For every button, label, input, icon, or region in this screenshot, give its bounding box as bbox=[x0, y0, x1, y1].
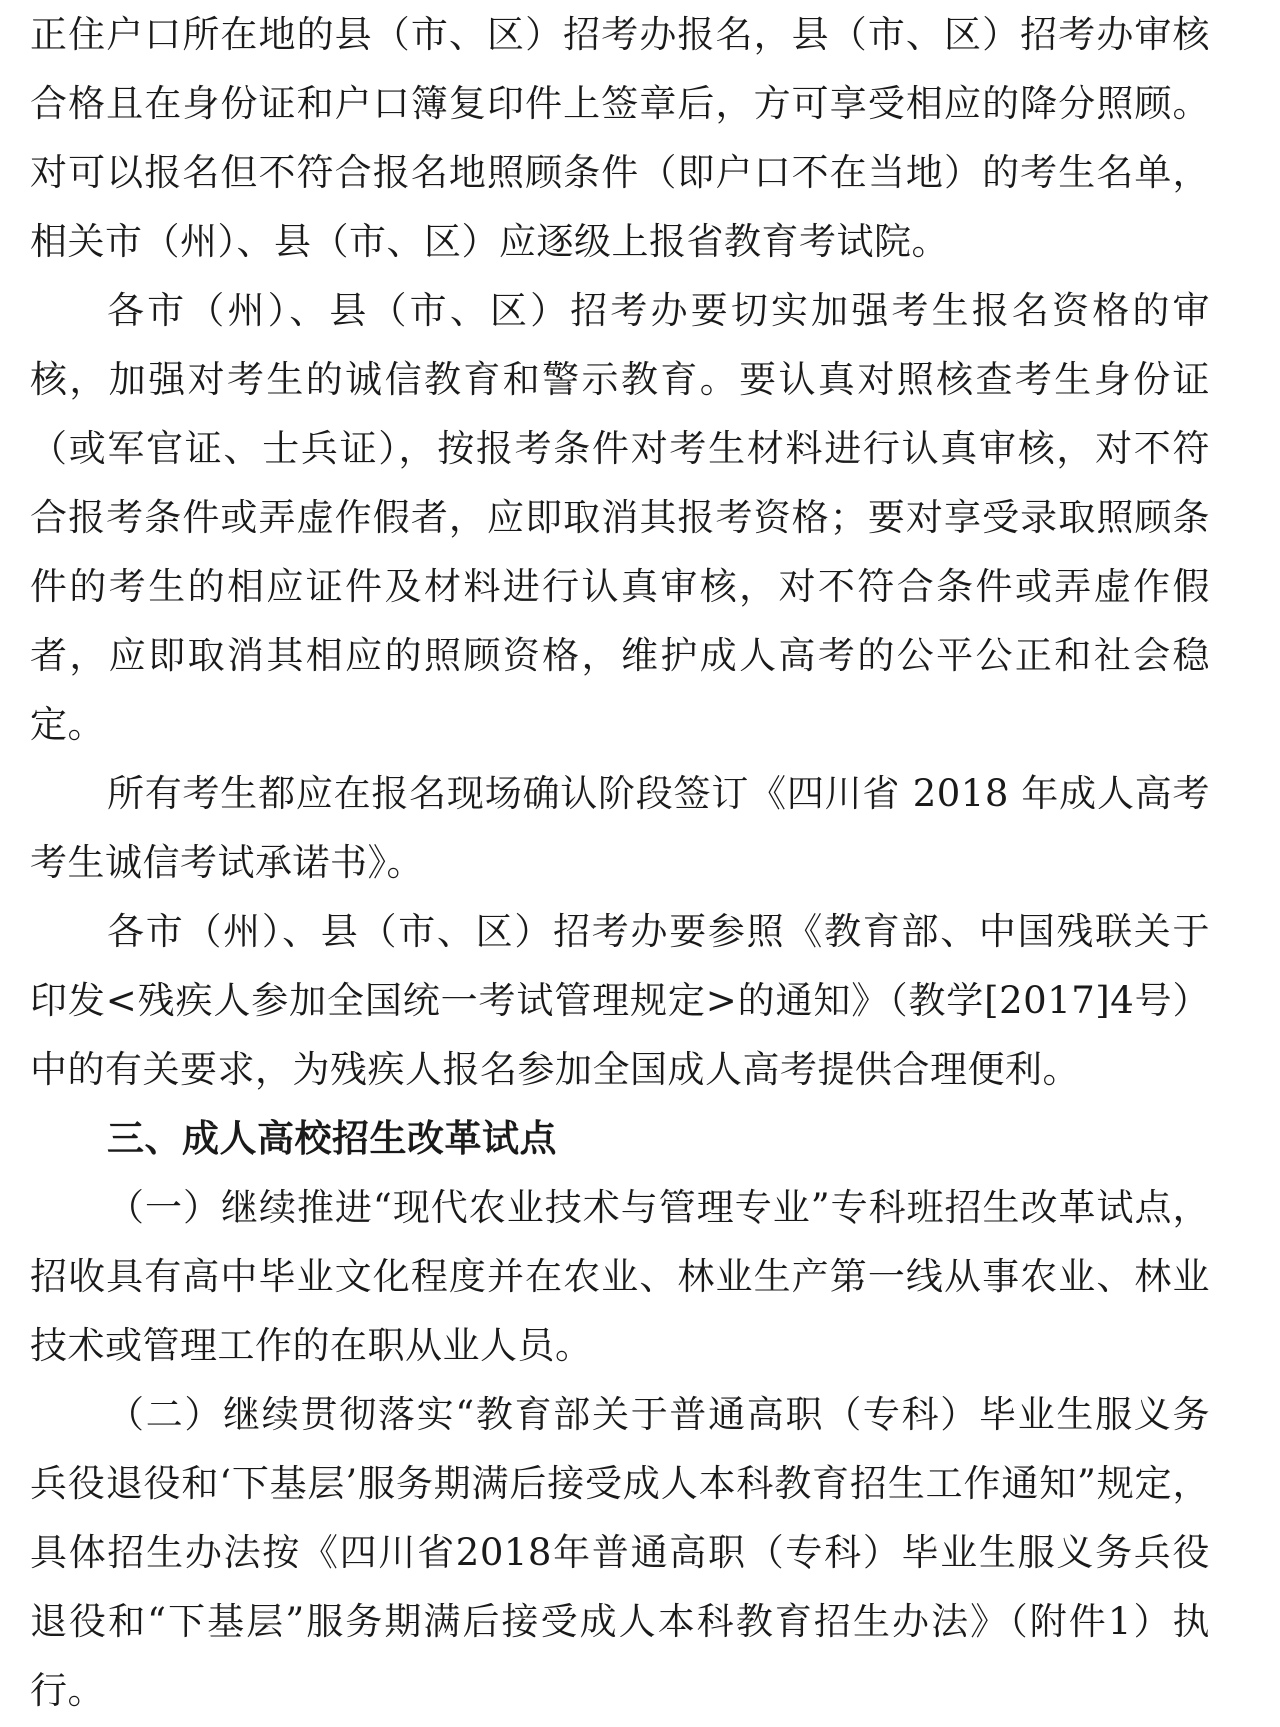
document-page bbox=[30, 0, 1210, 1725]
section-heading-reform-pilot: 三、成人高校招生改革试点 bbox=[107, 1117, 557, 1160]
paragraph-eligibility-review: 各市（州）、县（市、区）招考办要切实加强考生报名资格的审核，加强对考生的诚信教育和警示教育。要认真对照核查考生身份证（或军官证、士兵证），按报考条件对考生材料进行认真审核，对不符合报考条件或弄虚作假者，应即取消其报考资格；要对享受录取照顾条件的考生的相应证件及材料进行认真审核，对不符合条件或弄虚作假者，应即取消其相应的照顾资格，维护成人高考的公平公正和社会稳定。 bbox=[30, 289, 1210, 746]
paragraph-registration-location: 正住户口所在地的县（市、区）招考办报名，县（市、区）招考办审核合格且在身份证和户口簿复印件上签章后，方可享受相应的降分照顾。对可以报名但不符合报名地照顾条件（即户口不在当地）的考生名单，相关市（州）、县（市、区）应逐级上报省教育考试院。 bbox=[30, 13, 1210, 263]
paragraph-veteran-admission: （二）继续贯彻落实“教育部关于普通高职（专科）毕业生服义务兵役退役和‘下基层’服务期满后接受成人本科教育招生工作通知”规定，具体招生办法按《四川省2018年普通高职（专科）毕业生服义务兵役退役和“下基层”服务期满后接受成人本科教育招生办法》（附件1）执行。 bbox=[30, 1393, 1210, 1712]
paragraph-agriculture-pilot: （一）继续推进“现代农业技术与管理专业”专科班招生改革试点，招收具有高中毕业文化程度并在农业、林业生产第一线从事农业、林业技术或管理工作的在职从业人员。 bbox=[30, 1186, 1210, 1367]
paragraph-disability-support: 各市（州）、县（市、区）招考办要参照《教育部、中国残联关于印发<残疾人参加全国统一考试管理规定>的通知》（教学[2017]4号）中的有关要求，为残疾人报名参加全国成人高考提供合理便利。 bbox=[30, 910, 1210, 1091]
paragraph-integrity-pledge: 所有考生都应在报名现场确认阶段签订《四川省 2018 年成人高考考生诚信考试承诺书》。 bbox=[30, 772, 1210, 884]
